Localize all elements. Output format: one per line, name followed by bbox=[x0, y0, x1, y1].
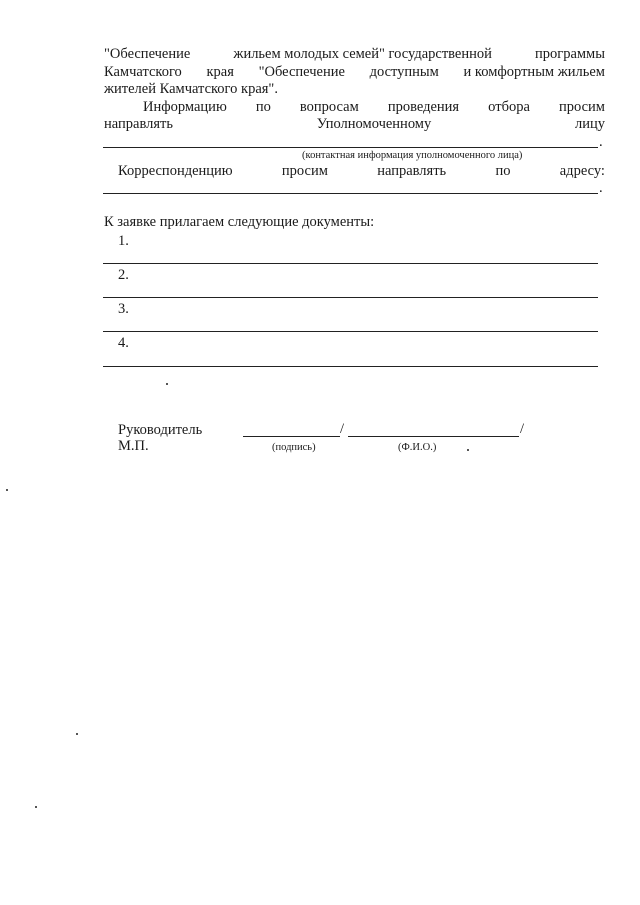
scan-speck bbox=[166, 383, 168, 385]
intro-word: края bbox=[206, 64, 234, 80]
info-word: проведения bbox=[387, 99, 460, 115]
intro-word: программы bbox=[534, 46, 605, 62]
correspondence-word: направлять bbox=[377, 163, 447, 179]
info-word: Информацию bbox=[143, 99, 227, 115]
correspondence-word: просим bbox=[281, 163, 328, 179]
info-word: Уполномоченному bbox=[316, 116, 432, 132]
scan-speck bbox=[35, 806, 37, 808]
full-name-caption: (Ф.И.О.) bbox=[398, 442, 437, 453]
attachment-line bbox=[103, 297, 598, 298]
address-end-mark: . bbox=[599, 180, 603, 196]
intro-word: и комфортным жильем bbox=[463, 64, 605, 80]
info-line-2 bbox=[104, 116, 605, 133]
contact-end-mark: . bbox=[599, 134, 603, 150]
scan-speck bbox=[76, 733, 78, 735]
full-name-line bbox=[348, 436, 519, 437]
intro-word: "Обеспечение bbox=[104, 46, 191, 62]
intro-word: доступным bbox=[369, 64, 439, 80]
attachment-line bbox=[103, 366, 598, 367]
attachments-heading: К заявке прилагаем следующие документы: bbox=[104, 214, 375, 230]
seal-mark: М.П. bbox=[118, 438, 149, 454]
info-line-1 bbox=[143, 99, 605, 116]
scan-speck bbox=[6, 489, 8, 491]
full-name-slash: / bbox=[520, 421, 525, 437]
signatory-role: Руководитель bbox=[118, 422, 203, 438]
info-word: по bbox=[255, 99, 271, 115]
intro-line-2 bbox=[104, 64, 605, 81]
signature-caption: (подпись) bbox=[272, 442, 316, 453]
correspondence-word: адресу: bbox=[559, 163, 605, 179]
intro-line-3: жителей Камчатского края". bbox=[104, 81, 278, 97]
attachment-line bbox=[103, 263, 598, 264]
attachment-line bbox=[103, 331, 598, 332]
info-word: отбора bbox=[488, 99, 530, 115]
info-word: вопросам bbox=[299, 99, 359, 115]
info-word: просим bbox=[558, 99, 605, 115]
info-word: направлять bbox=[104, 116, 173, 132]
signature-slash: / bbox=[340, 421, 345, 437]
contact-caption: (контактная информация уполномоченного лица) bbox=[302, 150, 523, 161]
scan-speck bbox=[467, 449, 469, 451]
attachment-number: 1. bbox=[118, 233, 129, 249]
intro-word: жильем молодых семей" государственной bbox=[233, 46, 492, 62]
correspondence-word: Корреспонденцию bbox=[118, 163, 233, 179]
intro-word: Камчатского bbox=[104, 64, 182, 80]
address-line bbox=[103, 193, 598, 194]
attachment-number: 3. bbox=[118, 301, 129, 317]
attachment-number: 2. bbox=[118, 267, 129, 283]
signature-line bbox=[243, 436, 340, 437]
intro-line-1 bbox=[104, 46, 605, 63]
info-word: лицу bbox=[574, 116, 605, 132]
correspondence-word: по bbox=[495, 163, 511, 179]
contact-info-line bbox=[103, 147, 598, 148]
intro-word: "Обеспечение bbox=[258, 64, 345, 80]
attachment-number: 4. bbox=[118, 335, 129, 351]
correspondence-line bbox=[118, 163, 605, 180]
